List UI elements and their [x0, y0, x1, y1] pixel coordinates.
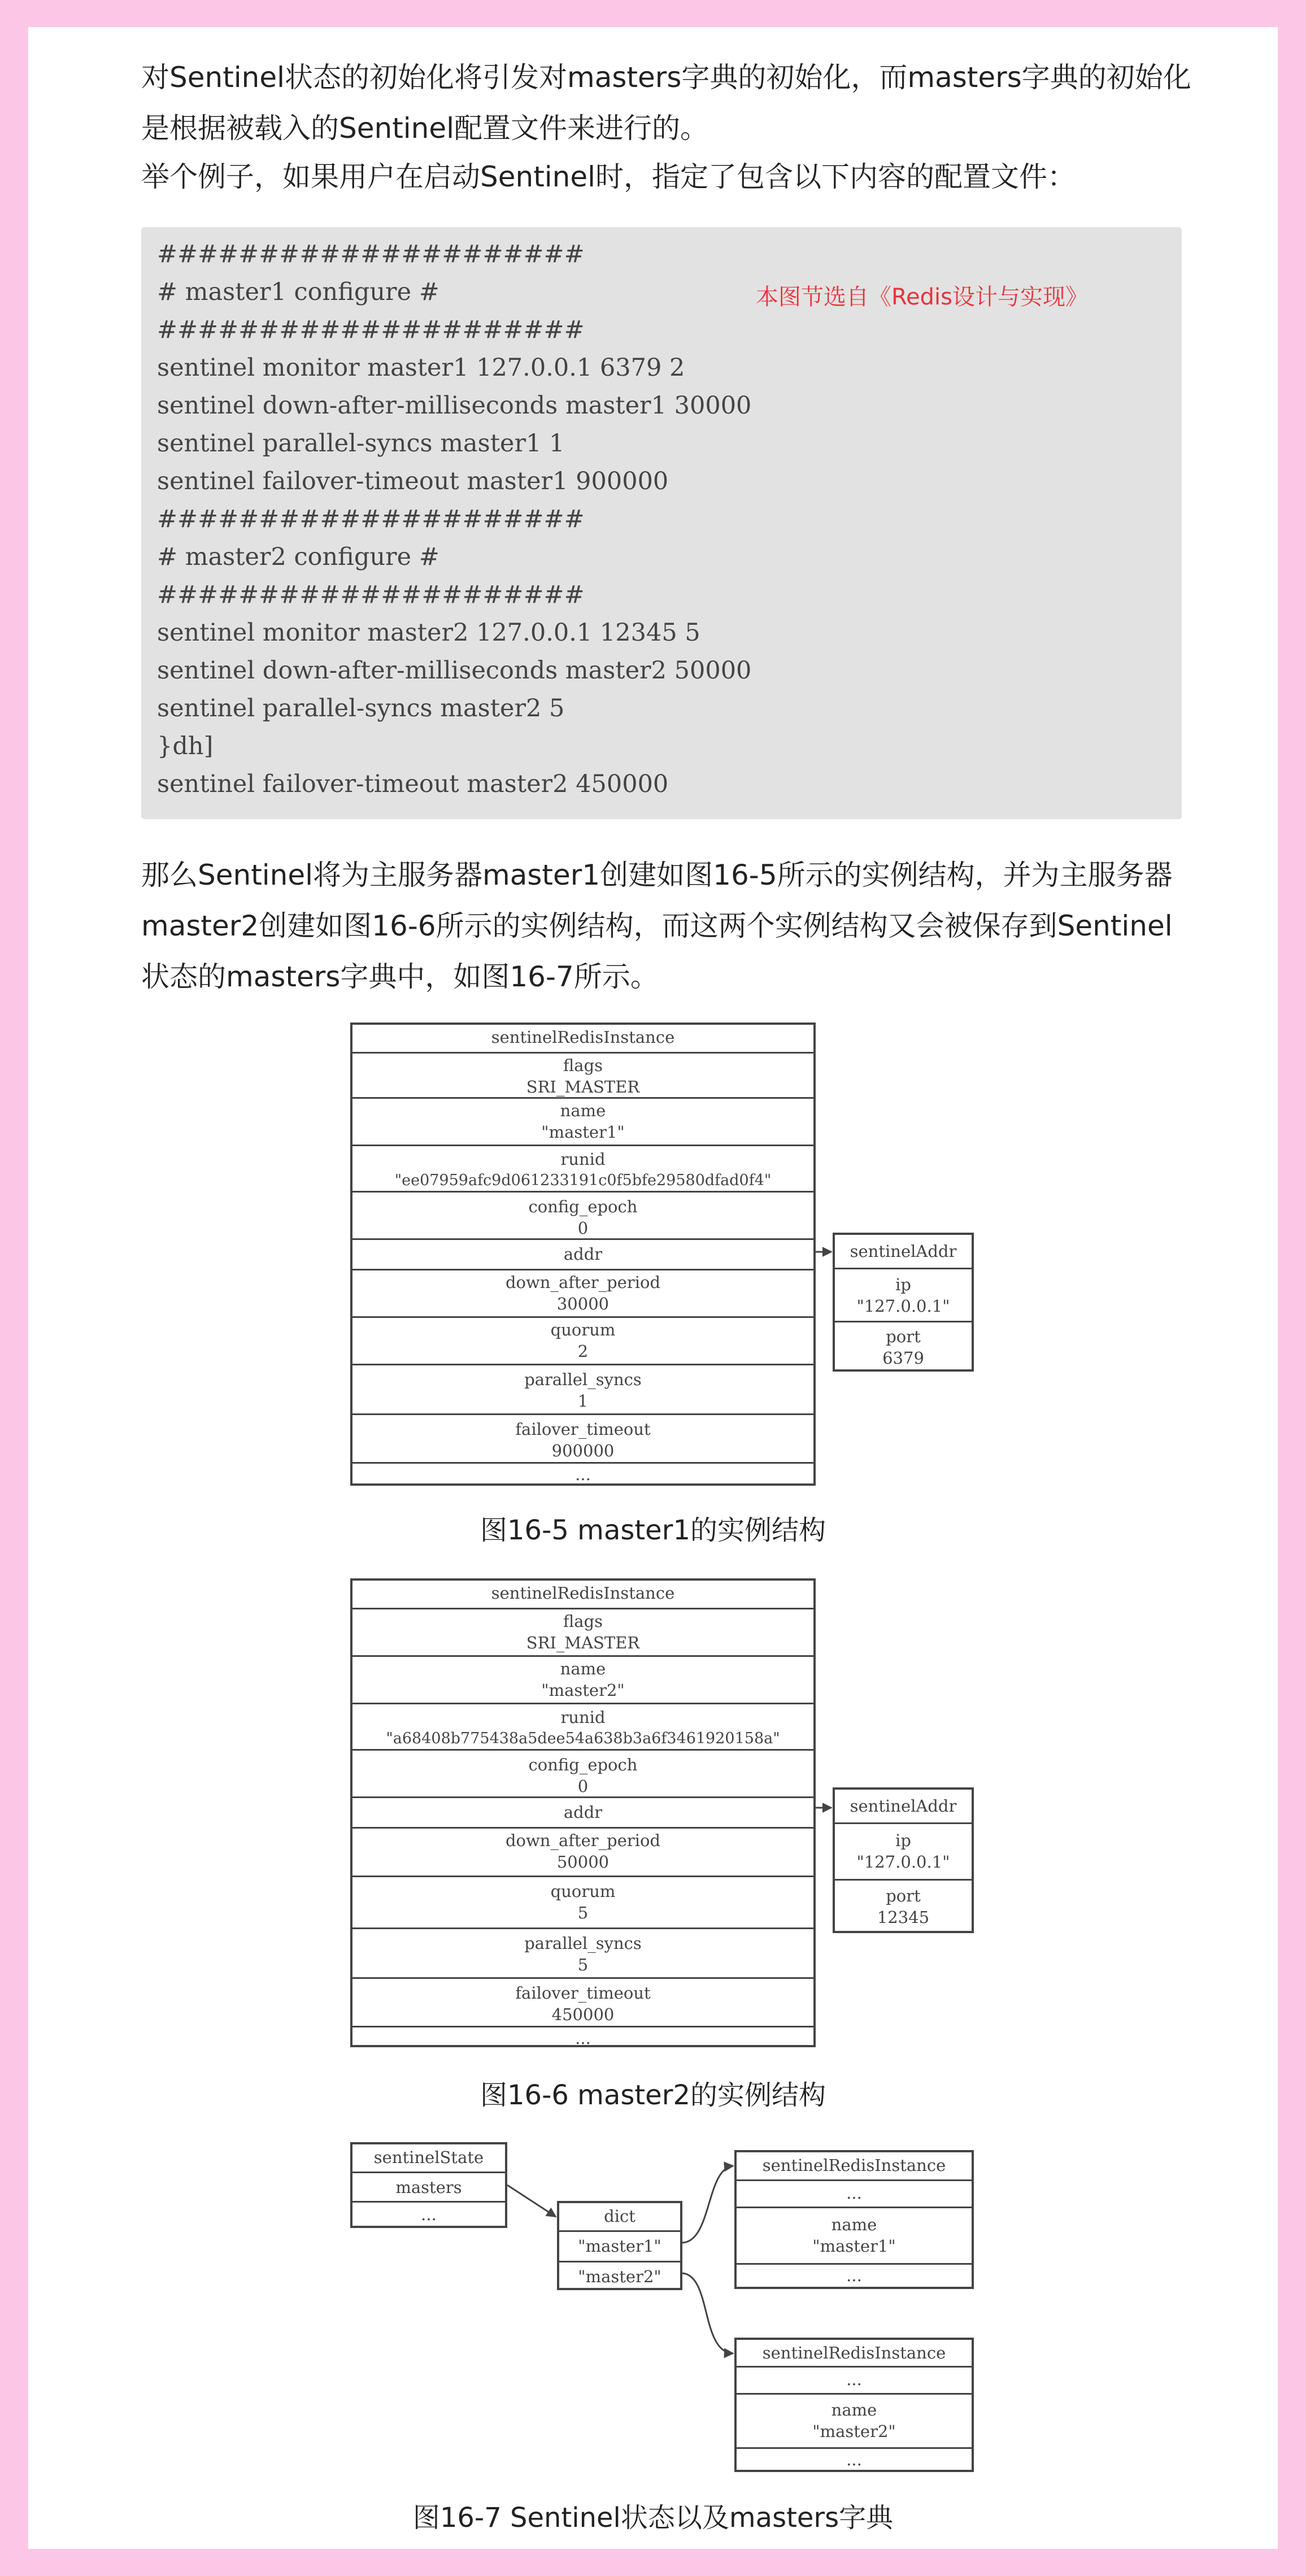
- field-label: port: [886, 1886, 921, 1905]
- struct-header: dict: [604, 2207, 635, 2226]
- dict-arrows-fig7: [28, 27, 1278, 2549]
- page: [28, 27, 1278, 2549]
- field-label: parallel_syncs: [524, 1370, 642, 1389]
- struct-header: sentinelAddr: [850, 1242, 957, 1261]
- struct-header: sentinelRedisInstance: [491, 1583, 675, 1603]
- field-value: SRI_MASTER: [526, 1633, 640, 1652]
- field-label: runid: [560, 1150, 606, 1169]
- field-value: 5: [577, 1903, 589, 1922]
- field-value: SRI_MASTER: [526, 1077, 640, 1096]
- field-masters: masters: [352, 2172, 505, 2201]
- paragraph-intro-line1: 对Sentinel状态的初始化将引发对masters字典的初始化，而masters字典的初始化: [141, 61, 1191, 94]
- field-label: quorum: [550, 1882, 616, 1901]
- field-value: "master1": [541, 1122, 625, 1142]
- field-label: port: [886, 1327, 921, 1346]
- field-ellipsis: ...: [352, 1462, 813, 1486]
- code-line: sentinel failover-timeout master1 900000: [157, 467, 669, 495]
- dict-key-master1: "master1": [559, 2230, 680, 2261]
- code-line: # master2 configure #: [157, 543, 439, 571]
- field-label: name: [560, 1101, 606, 1120]
- code-line: sentinel parallel-syncs master2 5: [157, 694, 565, 723]
- paragraph-explanation-line3: 状态的masters字典中，如图16-7所示。: [141, 960, 659, 993]
- field-label: ip: [895, 1275, 911, 1294]
- struct-header: sentinelRedisInstance: [491, 1028, 675, 1047]
- struct-header: sentinelRedisInstance: [762, 2156, 946, 2175]
- struct-header: sentinelRedisInstance: [762, 2343, 946, 2362]
- paragraph-intro-line2: 是根据被载入的Sentinel配置文件来进行的。: [141, 112, 709, 145]
- dict-key-master2: "master2": [559, 2261, 680, 2290]
- field-label: config_epoch: [528, 1197, 638, 1216]
- field-label: config_epoch: [528, 1755, 638, 1774]
- field-value: 30000: [556, 1294, 610, 1313]
- field-label: name: [831, 2215, 877, 2234]
- field-ellipsis: ...: [737, 2179, 972, 2207]
- field-ellipsis: ...: [737, 2263, 972, 2289]
- field-addr: addr: [352, 1238, 813, 1269]
- field-value: 0: [577, 1219, 589, 1238]
- field-value: "127.0.0.1": [856, 1296, 950, 1316]
- field-label: down_after_period: [505, 1831, 661, 1850]
- code-line: sentinel down-after-milliseconds master1 30000: [157, 391, 752, 420]
- field-label: runid: [560, 1708, 606, 1727]
- field-value: "master1": [812, 2236, 896, 2256]
- figure-caption-16-6: 图16-6 master2的实例结构: [480, 2079, 826, 2111]
- field-label: failover_timeout: [515, 1420, 651, 1439]
- field-value: 0: [577, 1777, 589, 1796]
- field-addr: addr: [352, 1796, 813, 1827]
- field-ellipsis: ...: [352, 2026, 813, 2047]
- struct-header: sentinelAddr: [850, 1796, 957, 1816]
- field-value: 450000: [551, 2005, 615, 2024]
- field-label: name: [560, 1659, 606, 1678]
- field-label: parallel_syncs: [524, 1934, 642, 1953]
- paragraph-explanation-line1: 那么Sentinel将为主服务器master1创建如图16-5所示的实例结构，并为主服务器: [141, 859, 1173, 891]
- field-value: 900000: [551, 1441, 615, 1460]
- figure-caption-16-7: 图16-7 Sentinel状态以及masters字典: [412, 2502, 894, 2534]
- field-value: 6379: [882, 1348, 924, 1368]
- field-value: 2: [577, 1342, 589, 1361]
- field-value: 1: [577, 1391, 589, 1411]
- field-value: "127.0.0.1": [856, 1852, 950, 1872]
- field-value: "master2": [812, 2422, 896, 2441]
- field-value: "a68408b775438a5dee54a638b3a6f3461920158a": [386, 1730, 780, 1747]
- field-value: "master2": [541, 1681, 625, 1700]
- field-label: flags: [563, 1612, 603, 1631]
- field-ellipsis: ...: [737, 2366, 972, 2393]
- field-ellipsis: ...: [737, 2447, 972, 2472]
- code-line: # master1 configure #: [157, 278, 439, 306]
- field-value: 12345: [877, 1908, 930, 1927]
- field-label: ip: [895, 1831, 911, 1850]
- field-value: 5: [577, 1955, 589, 1974]
- field-label: down_after_period: [505, 1273, 661, 1292]
- paragraph-example: 举个例子，如果用户在启动Sentinel时，指定了包含以下内容的配置文件：: [141, 160, 1076, 193]
- code-line: #####################: [157, 316, 585, 344]
- field-value: "ee07959afc9d061233191c0f5bfe29580dfad0f4": [394, 1172, 772, 1189]
- field-ellipsis: ...: [352, 2201, 505, 2228]
- field-label: quorum: [550, 1320, 616, 1339]
- field-value: 50000: [556, 1852, 610, 1872]
- code-line: sentinel monitor master1 127.0.0.1 6379 2: [157, 354, 685, 382]
- code-line: sentinel monitor master2 127.0.0.1 12345 5: [157, 619, 700, 647]
- code-line: sentinel parallel-syncs master1 1: [157, 429, 565, 458]
- code-line: #####################: [157, 581, 585, 609]
- paragraph-explanation-line2: master2创建如图16-6所示的实例结构，而这两个实例结构又会被保存到Sentinel: [141, 910, 1173, 942]
- field-label: name: [831, 2400, 877, 2420]
- field-label: flags: [563, 1056, 603, 1075]
- code-line: #####################: [157, 240, 585, 268]
- code-line: sentinel failover-timeout master2 450000: [157, 770, 669, 798]
- field-label: failover_timeout: [515, 1983, 651, 2003]
- code-line: sentinel down-after-milliseconds master2 50000: [157, 656, 752, 685]
- struct-header: sentinelState: [373, 2148, 484, 2167]
- code-line: #####################: [157, 505, 585, 533]
- code-line: }dh]: [157, 732, 214, 760]
- watermark: 本图节选自《Redis设计与实现》: [756, 284, 1088, 310]
- figure-caption-16-5: 图16-5 master1的实例结构: [480, 1515, 826, 1546]
